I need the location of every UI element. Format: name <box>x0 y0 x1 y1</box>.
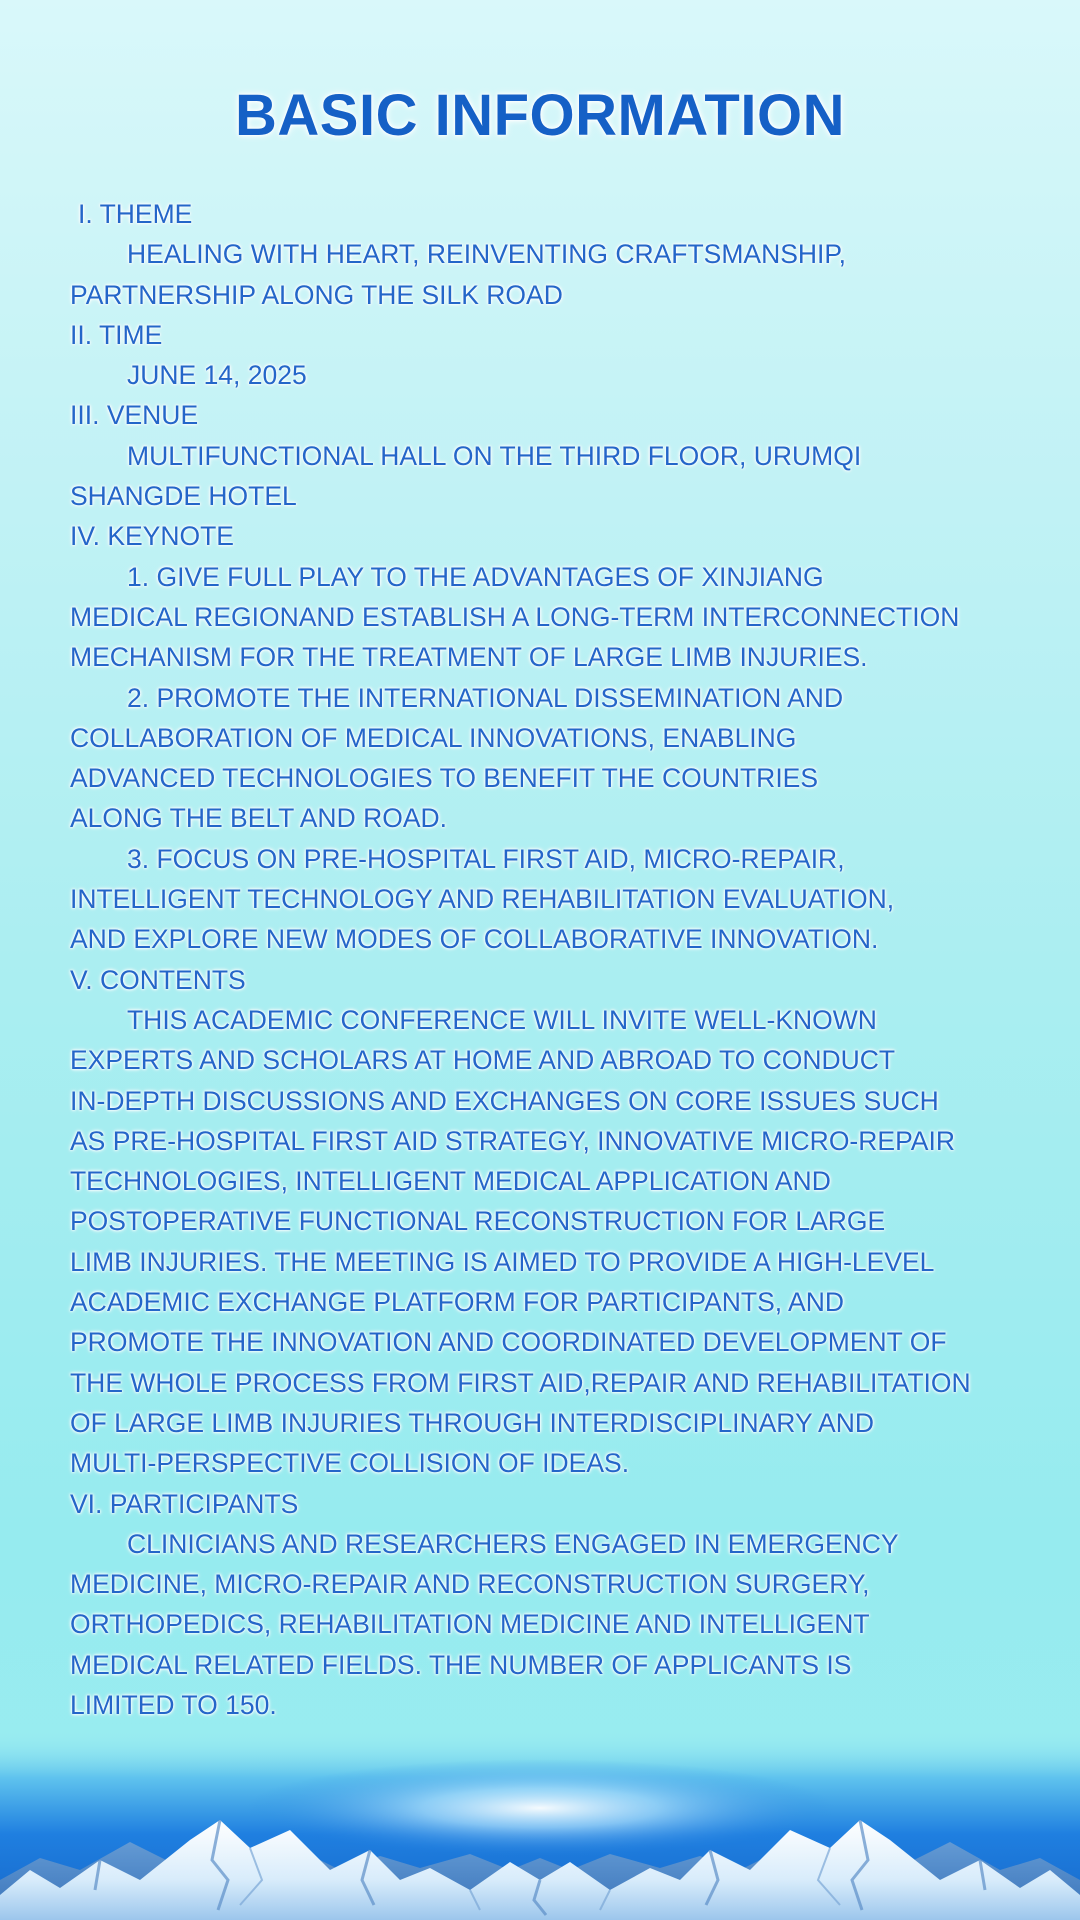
text-line: ORTHOPEDICS, REHABILITATION MEDICINE AND INTELLIGENT <box>70 1609 870 1640</box>
text-line: VI. PARTICIPANTS <box>70 1488 299 1519</box>
snowy-mountains-banner <box>0 1730 1080 1920</box>
text-line: POSTOPERATIVE FUNCTIONAL RECONSTRUCTION FOR LARGE <box>70 1206 886 1237</box>
paragraph-line-indented: THIS ACADEMIC CONFERENCE WILL INVITE WELL-KNOWN <box>127 1004 877 1035</box>
paragraph-line-indented: HEALING WITH HEART, REINVENTING CRAFTSMANSHIP, <box>127 239 847 270</box>
text-line: OF LARGE LIMB INJURIES THROUGH INTERDISCIPLINARY AND <box>70 1407 874 1438</box>
text-line: LIMITED TO 150. <box>70 1689 277 1720</box>
text-line: EXPERTS AND SCHOLARS AT HOME AND ABROAD TO CONDUCT <box>70 1045 896 1076</box>
text-line: MEDICINE, MICRO-REPAIR AND RECONSTRUCTION SURGERY, <box>70 1569 870 1600</box>
text-line: AND EXPLORE NEW MODES OF COLLABORATIVE INNOVATION. <box>70 924 879 955</box>
paragraph-line-indented: 1. GIVE FULL PLAY TO THE ADVANTAGES OF XINJIANG <box>127 561 824 592</box>
text-line: ACADEMIC EXCHANGE PLATFORM FOR PARTICIPANTS, AND <box>70 1287 844 1318</box>
paragraph-line-indented: MULTIFUNCTIONAL HALL ON THE THIRD FLOOR, URUMQI <box>127 440 862 471</box>
text-line: COLLABORATION OF MEDICAL INNOVATIONS, ENABLING <box>70 722 797 753</box>
paragraph-line-indented: JUNE 14, 2025 <box>127 360 307 391</box>
text-line: III. VENUE <box>70 400 199 431</box>
text-line: AS PRE-HOSPITAL FIRST AID STRATEGY, INNOVATIVE MICRO-REPAIR <box>70 1125 955 1156</box>
text-line: MECHANISM FOR THE TREATMENT OF LARGE LIMB INJURIES. <box>70 642 868 673</box>
text-line: IV. KEYNOTE <box>70 521 234 552</box>
text-line: ALONG THE BELT AND ROAD. <box>70 803 447 834</box>
text-line: ADVANCED TECHNOLOGIES TO BENEFIT THE COUNTRIES <box>70 763 819 794</box>
text-line: INTELLIGENT TECHNOLOGY AND REHABILITATION EVALUATION, <box>70 884 895 915</box>
text-line: MEDICAL RELATED FIELDS. THE NUMBER OF APPLICANTS IS <box>70 1649 852 1680</box>
paragraph-line-indented: 3. FOCUS ON PRE-HOSPITAL FIRST AID, MICRO-REPAIR, <box>127 843 845 874</box>
text-line: IN-DEPTH DISCUSSIONS AND EXCHANGES ON CORE ISSUES SUCH <box>70 1085 939 1116</box>
text-line: THE WHOLE PROCESS FROM FIRST AID,REPAIR AND REHABILITATION <box>70 1367 971 1398</box>
page-title: BASIC INFORMATION <box>235 83 845 148</box>
text-line: PARTNERSHIP ALONG THE SILK ROAD <box>70 279 563 310</box>
text-line: II. TIME <box>70 319 163 350</box>
text-line: MULTI-PERSPECTIVE COLLISION OF IDEAS. <box>70 1448 630 1479</box>
text-line: V. CONTENTS <box>70 964 246 995</box>
text-line: I. THEME <box>78 199 193 229</box>
paragraph-line-indented: CLINICIANS AND RESEARCHERS ENGAGED IN EMERGENCY <box>127 1528 899 1559</box>
text-line: PROMOTE THE INNOVATION AND COORDINATED DEVELOPMENT OF <box>70 1327 947 1358</box>
text-line: TECHNOLOGIES, INTELLIGENT MEDICAL APPLICATION AND <box>70 1166 831 1197</box>
text-line: MEDICAL REGIONAND ESTABLISH A LONG-TERM INTERCONNECTION <box>70 601 960 632</box>
text-line: SHANGDE HOTEL <box>70 481 297 512</box>
text-line: LIMB INJURIES. THE MEETING IS AIMED TO PROVIDE A HIGH-LEVEL <box>70 1246 935 1277</box>
basic-information-body <box>70 194 1020 1725</box>
paragraph-line-indented: 2. PROMOTE THE INTERNATIONAL DISSEMINATION AND <box>127 682 844 713</box>
